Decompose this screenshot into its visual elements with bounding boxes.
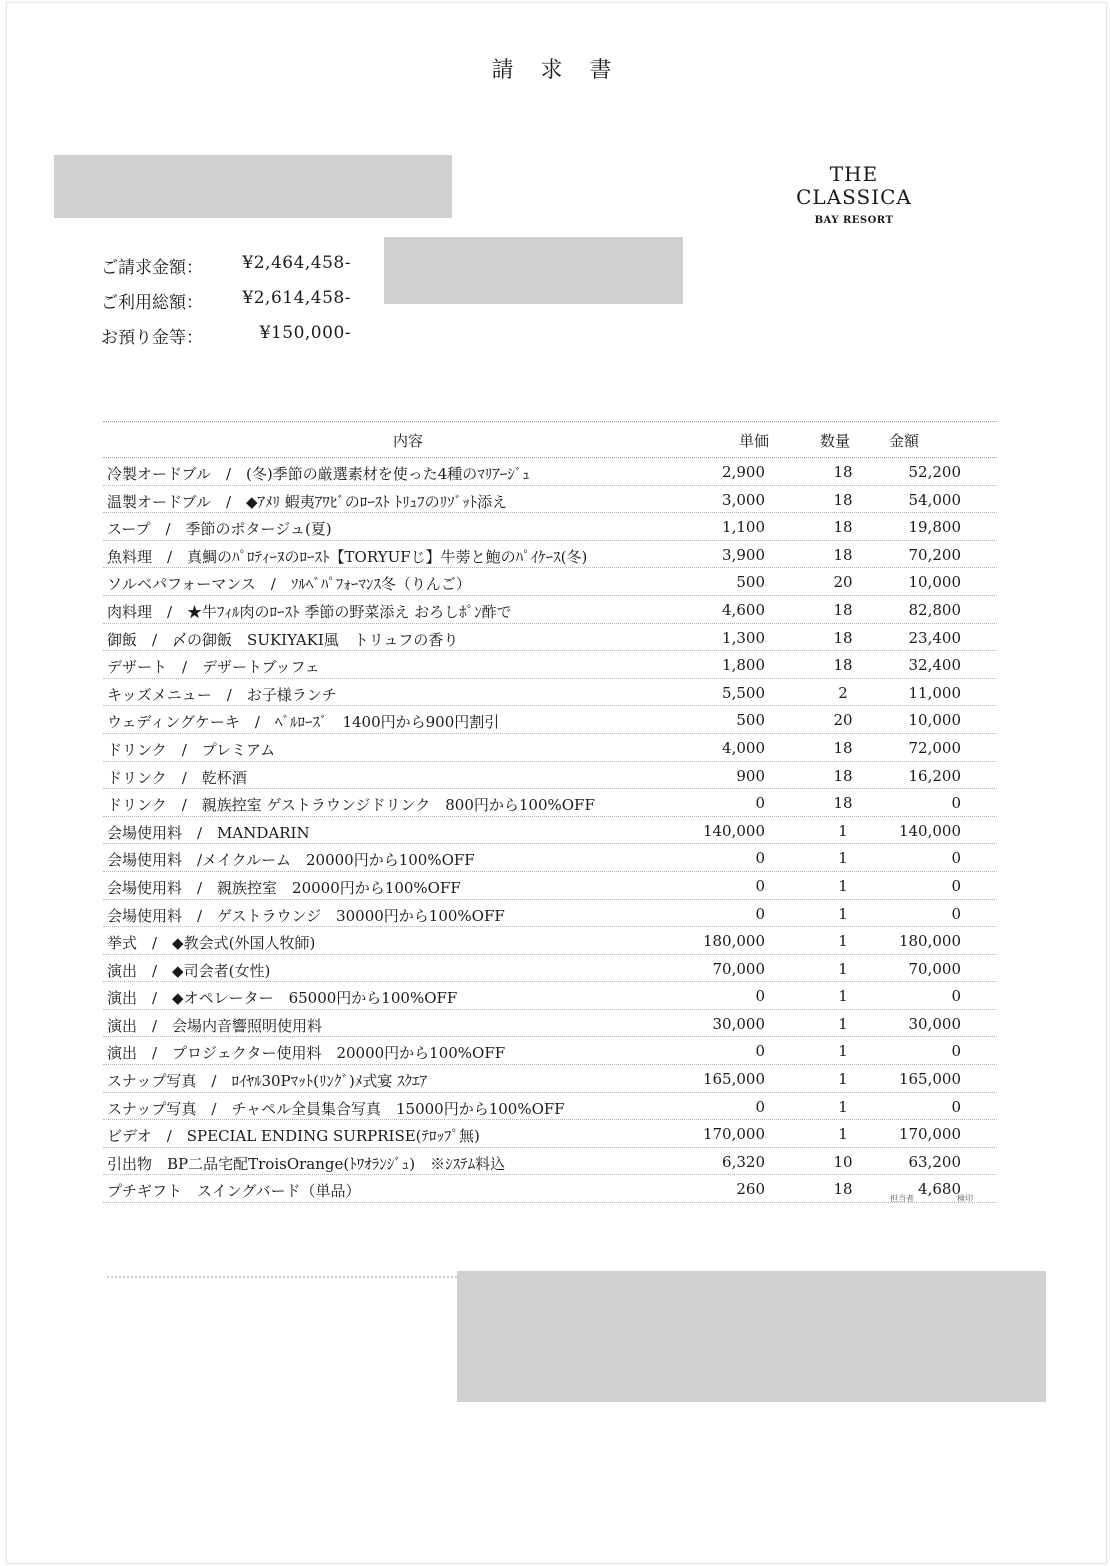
row-quantity: 18 bbox=[833, 628, 853, 647]
redacted-block-recipient bbox=[54, 155, 452, 218]
row-amount: 63,200 bbox=[908, 1152, 961, 1171]
row-description: 演出 / 会場内音響照明使用料 bbox=[107, 1016, 323, 1035]
row-description: 肉料理 / ★牛ﾌｨﾙ肉のﾛｰｽﾄ 季節の野菜添え おろしﾎﾟﾝ酢で bbox=[107, 602, 512, 621]
row-unit-price: 0 bbox=[755, 904, 765, 923]
row-unit-price: 0 bbox=[755, 1097, 765, 1116]
summary-label: お預り金等： bbox=[101, 328, 203, 348]
row-description: 演出 / ◆オペレーター 65000円から100%OFF bbox=[107, 989, 458, 1008]
row-description: スナップ写真 / ﾛｲﾔﾙ30Pﾏｯﾄ(ﾘﾝｸﾞ)ﾒ式宴 ｽｸｴｱ bbox=[107, 1072, 428, 1091]
row-quantity: 1 bbox=[838, 1014, 848, 1033]
logo-line-3: BAY RESORT bbox=[814, 215, 894, 226]
row-unit-price: 260 bbox=[736, 1180, 765, 1199]
summary-label: ご利用総額： bbox=[101, 293, 203, 313]
row-unit-price: 1,100 bbox=[722, 518, 765, 537]
row-quantity: 18 bbox=[833, 545, 853, 564]
table-row bbox=[103, 1065, 997, 1093]
header-amount: 金額 bbox=[889, 432, 920, 450]
row-description: プチギフト スイングバード（単品） bbox=[107, 1182, 361, 1201]
row-quantity: 18 bbox=[833, 794, 853, 813]
table-row bbox=[103, 596, 997, 624]
row-quantity: 1 bbox=[838, 1125, 848, 1144]
row-unit-price: 165,000 bbox=[702, 1070, 765, 1089]
stamp-label-inspection: 検印 bbox=[957, 1194, 973, 1203]
row-amount: 140,000 bbox=[898, 821, 961, 840]
row-unit-price: 2,900 bbox=[722, 463, 765, 481]
row-description: 挙式 / ◆教会式(外国人牧師) bbox=[107, 934, 316, 953]
logo-line-1: THE bbox=[829, 162, 879, 186]
row-amount: 170,000 bbox=[898, 1125, 961, 1144]
invoice-title: 請 求 書 bbox=[491, 58, 622, 83]
table-row bbox=[103, 762, 997, 790]
row-quantity: 1 bbox=[838, 904, 848, 923]
row-quantity: 18 bbox=[833, 600, 853, 619]
row-quantity: 20 bbox=[833, 711, 853, 730]
table-row bbox=[103, 486, 997, 514]
table-row bbox=[103, 1093, 997, 1121]
table-header bbox=[103, 421, 997, 458]
row-amount: 0 bbox=[951, 849, 961, 868]
row-quantity: 1 bbox=[838, 1070, 848, 1089]
row-description: キッズメニュー / お子様ランチ bbox=[107, 685, 337, 704]
faint-dotted-line bbox=[107, 1276, 457, 1278]
row-description: 冷製オードブル / (冬)季節の厳選素材を使った4種のﾏﾘｱｰｼﾞｭ bbox=[107, 465, 530, 483]
row-quantity: 1 bbox=[838, 959, 848, 978]
row-unit-price: 70,000 bbox=[712, 959, 765, 978]
row-unit-price: 0 bbox=[755, 876, 765, 895]
row-unit-price: 0 bbox=[755, 849, 765, 868]
row-description: 会場使用料 / MANDARIN bbox=[107, 823, 310, 842]
row-amount: 72,000 bbox=[908, 738, 961, 757]
table-row bbox=[103, 1010, 997, 1038]
row-amount: 23,400 bbox=[908, 628, 961, 647]
row-amount: 0 bbox=[951, 1097, 961, 1116]
row-unit-price: 4,600 bbox=[722, 600, 765, 619]
row-quantity: 18 bbox=[833, 1180, 853, 1199]
row-quantity: 1 bbox=[838, 987, 848, 1006]
table-row bbox=[103, 679, 997, 707]
table-body bbox=[103, 458, 997, 1203]
row-amount: 52,200 bbox=[908, 463, 961, 481]
row-amount: 0 bbox=[951, 904, 961, 923]
table-row bbox=[103, 706, 997, 734]
row-description: 会場使用料 / 親族控室 20000円から100%OFF bbox=[107, 878, 461, 897]
row-unit-price: 1,800 bbox=[722, 656, 765, 675]
row-quantity: 18 bbox=[833, 656, 853, 675]
row-quantity: 1 bbox=[838, 1042, 848, 1061]
redacted-block-details bbox=[384, 237, 683, 304]
row-quantity: 1 bbox=[838, 932, 848, 951]
row-description: ドリンク / 乾杯酒 bbox=[107, 768, 247, 787]
header-quantity: 数量 bbox=[819, 432, 850, 450]
table-row bbox=[103, 900, 997, 928]
summary-value: ¥2,464,458- bbox=[242, 253, 351, 273]
row-description: 御飯 / 〆の御飯 SUKIYAKI風 トリュフの香り bbox=[107, 630, 459, 649]
row-description: ウェディングケーキ / ﾍﾞﾙﾛｰｽﾞ 1400円から900円割引 bbox=[107, 713, 500, 732]
invoice-page bbox=[6, 2, 1107, 1564]
table-row bbox=[103, 568, 997, 596]
row-quantity: 20 bbox=[833, 573, 853, 592]
row-amount: 0 bbox=[951, 1042, 961, 1061]
table-row bbox=[103, 817, 997, 845]
row-unit-price: 180,000 bbox=[702, 932, 765, 951]
stamp-label-staff: 担当者 bbox=[890, 1194, 914, 1203]
row-quantity: 10 bbox=[833, 1152, 853, 1171]
row-amount: 0 bbox=[951, 876, 961, 895]
row-description: スナップ写真 / チャペル全員集合写真 15000円から100%OFF bbox=[107, 1099, 565, 1118]
summary-value: ¥2,614,458- bbox=[242, 288, 351, 308]
header-unit-price: 単価 bbox=[739, 432, 770, 450]
table-row bbox=[103, 734, 997, 762]
table-row bbox=[103, 1175, 997, 1203]
summary-value: ¥150,000- bbox=[259, 323, 351, 343]
table-row bbox=[103, 982, 997, 1010]
row-description: 魚料理 / 真鯛のﾊﾟﾛﾃｨｰﾇのﾛｰｽﾄ【TORYUFじ】牛蒡と鮑のﾊﾟｲｹｰｽ(冬) bbox=[107, 547, 588, 566]
row-unit-price: 0 bbox=[755, 794, 765, 813]
row-description: 会場使用料 /メイクルーム 20000円から100%OFF bbox=[107, 851, 475, 870]
hotel-logo bbox=[789, 163, 919, 226]
table-row bbox=[103, 1037, 997, 1065]
row-quantity: 1 bbox=[838, 821, 848, 840]
row-description: ソルベパフォーマンス / ｿﾙﾍﾞﾊﾟﾌｫｰﾏﾝｽ冬（りんご） bbox=[107, 575, 471, 594]
table-row bbox=[103, 872, 997, 900]
row-amount: 165,000 bbox=[898, 1070, 961, 1089]
row-amount: 11,000 bbox=[908, 683, 961, 702]
table-row bbox=[103, 1148, 997, 1176]
row-amount: 10,000 bbox=[908, 573, 961, 592]
table-row bbox=[103, 513, 997, 541]
redacted-block-footer bbox=[457, 1271, 1046, 1402]
row-unit-price: 4,000 bbox=[722, 738, 765, 757]
row-unit-price: 30,000 bbox=[712, 1014, 765, 1033]
row-description: 演出 / ◆司会者(女性) bbox=[107, 961, 271, 980]
row-amount: 30,000 bbox=[908, 1014, 961, 1033]
row-quantity: 18 bbox=[833, 518, 853, 537]
row-description: ドリンク / プレミアム bbox=[107, 740, 276, 759]
row-unit-price: 500 bbox=[736, 573, 765, 592]
row-quantity: 18 bbox=[833, 490, 853, 509]
table-row bbox=[103, 789, 997, 817]
row-quantity: 1 bbox=[838, 876, 848, 895]
summary-label: ご請求金額： bbox=[101, 258, 203, 278]
row-amount: 54,000 bbox=[908, 490, 961, 509]
row-description: 会場使用料 / ゲストラウンジ 30000円から100%OFF bbox=[107, 906, 505, 925]
row-quantity: 18 bbox=[833, 738, 853, 757]
row-amount: 10,000 bbox=[908, 711, 961, 730]
row-unit-price: 5,500 bbox=[722, 683, 765, 702]
table-row bbox=[103, 541, 997, 569]
row-quantity: 18 bbox=[833, 766, 853, 785]
row-amount: 70,000 bbox=[908, 959, 961, 978]
row-unit-price: 900 bbox=[736, 766, 765, 785]
table-row bbox=[103, 458, 997, 486]
row-unit-price: 3,900 bbox=[722, 545, 765, 564]
row-quantity: 1 bbox=[838, 1097, 848, 1116]
table-row bbox=[103, 844, 997, 872]
row-amount: 0 bbox=[951, 794, 961, 813]
row-unit-price: 0 bbox=[755, 1042, 765, 1061]
row-amount: 4,680 bbox=[918, 1180, 961, 1199]
table-row bbox=[103, 927, 997, 955]
line-items-table bbox=[103, 421, 997, 1203]
logo-line-2: CLASSICA bbox=[796, 185, 912, 209]
row-amount: 70,200 bbox=[908, 545, 961, 564]
row-amount: 19,800 bbox=[908, 518, 961, 537]
row-amount: 180,000 bbox=[898, 932, 961, 951]
row-description: 演出 / プロジェクター使用料 20000円から100%OFF bbox=[107, 1044, 506, 1063]
row-amount: 82,800 bbox=[908, 600, 961, 619]
row-description: 温製オードブル / ◆ｱﾒﾘ 蝦夷ｱﾜﾋﾞのﾛｰｽﾄ ﾄﾘｭﾌのﾘｿﾞｯﾄ添え bbox=[107, 492, 508, 511]
table-row bbox=[103, 1120, 997, 1148]
table-row bbox=[103, 624, 997, 652]
row-description: デザート / デザートブッフェ bbox=[107, 658, 320, 677]
row-amount: 16,200 bbox=[908, 766, 961, 785]
row-quantity: 18 bbox=[833, 463, 853, 481]
row-description: ドリンク / 親族控室 ゲストラウンジドリンク 800円から100%OFF bbox=[107, 796, 595, 815]
header-description: 内容 bbox=[392, 432, 423, 450]
row-description: 引出物 BP二品宅配TroisOrange(ﾄﾜｵﾗﾝｼﾞｭ) ※ｼｽﾃﾑ料込 bbox=[107, 1154, 506, 1173]
row-unit-price: 1,300 bbox=[722, 628, 765, 647]
row-amount: 0 bbox=[951, 987, 961, 1006]
row-unit-price: 140,000 bbox=[702, 821, 765, 840]
row-description: スープ / 季節のポタージュ(夏) bbox=[107, 520, 332, 539]
row-unit-price: 0 bbox=[755, 987, 765, 1006]
row-quantity: 1 bbox=[838, 849, 848, 868]
row-unit-price: 170,000 bbox=[702, 1125, 765, 1144]
row-unit-price: 500 bbox=[736, 711, 765, 730]
row-quantity: 2 bbox=[838, 683, 848, 702]
row-amount: 32,400 bbox=[908, 656, 961, 675]
table-row bbox=[103, 651, 997, 679]
table-row bbox=[103, 955, 997, 983]
row-description: ビデオ / SPECIAL ENDING SURPRISE(ﾃﾛｯﾌﾟ無) bbox=[107, 1127, 480, 1146]
row-unit-price: 6,320 bbox=[722, 1152, 765, 1171]
row-unit-price: 3,000 bbox=[722, 490, 765, 509]
